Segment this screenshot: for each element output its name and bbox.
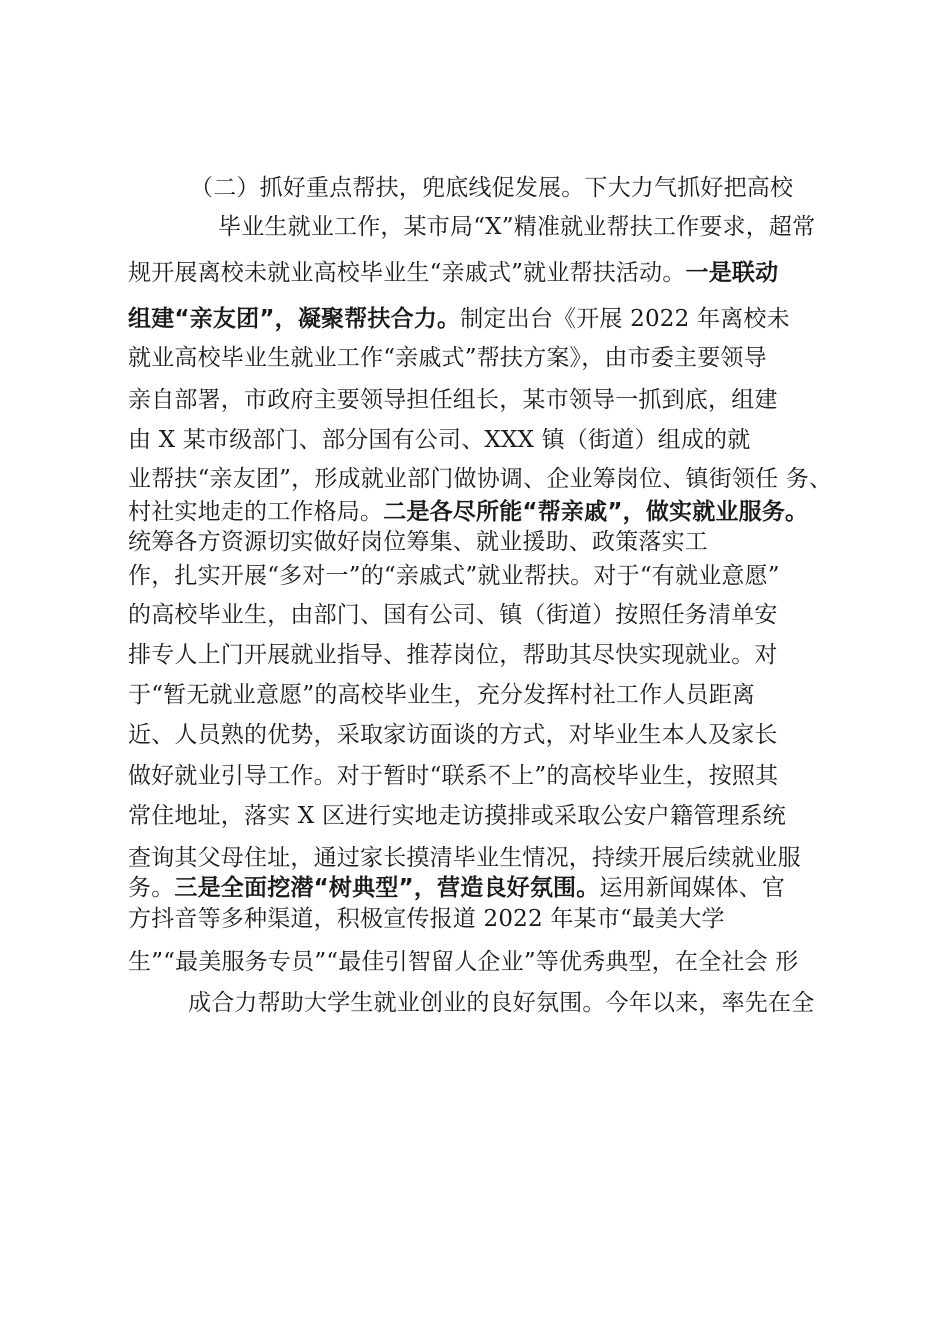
paragraph-line	[188, 988, 814, 1018]
paragraph-line	[128, 680, 755, 710]
paragraph-line	[128, 425, 750, 455]
text-run: 成合力帮助大学生就业创业的良好氛围。今年以来，率先在全	[188, 990, 815, 1016]
paragraph-line	[128, 843, 801, 873]
text-run: 作，扎实开展“多对一”的“亲戚式”就业帮扶。对于“有就业意愿”	[128, 563, 780, 589]
paragraph-line	[218, 212, 815, 242]
paragraph-line	[128, 904, 725, 934]
paragraph-line	[128, 464, 832, 494]
text-run: 就业高校毕业生就业工作“亲戚式”帮扶方案》，由市委主要领导	[128, 345, 767, 371]
paragraph-line	[128, 720, 778, 750]
paragraph-line	[128, 385, 778, 415]
text-run: 于“暂无就业意愿”的高校毕业生，充分发挥村社工作人员距离	[128, 682, 756, 708]
text-run: 排专人上门开展就业指导、推荐岗位，帮助其尽快实现就业。对	[128, 642, 778, 668]
text-run: 常住地址，落实 X 区进行实地走访摸排或采取公安户籍管理系统	[128, 803, 786, 829]
paragraph-line	[128, 304, 790, 334]
text-run: 规开展离校未就业高校毕业生“亲戚式”就业帮扶活动。	[128, 260, 686, 286]
paragraph-line	[128, 258, 778, 288]
paragraph-line	[128, 497, 808, 527]
text-run: 运用新闻媒体、官	[599, 875, 786, 901]
text-run: 村社实地走的工作格局。	[128, 499, 384, 525]
paragraph-line	[128, 947, 799, 977]
text-run: 由 X 某市级部门、部分国有公司、XXX 镇（街道）组成的就	[128, 427, 751, 453]
paragraph-line	[128, 561, 780, 591]
paragraph-line	[128, 527, 708, 557]
text-run: 制定出台《开展 2022 年离校未	[460, 306, 790, 332]
text-run: 生”“最美服务专员”“最佳引智留人企业”等优秀典型，在全社会 形	[128, 949, 799, 975]
text-run: 做好就业引导工作。对于暂时“联系不上”的高校毕业生，按照其	[128, 763, 779, 789]
paragraph-line	[128, 343, 767, 373]
paragraph-line	[128, 640, 778, 670]
paragraph-line	[128, 801, 786, 831]
bold-heading: 二是各尽所能“帮亲戚”，做实就业服务。	[383, 499, 809, 525]
text-run: 近、人员熟的优势，采取家访面谈的方式，对毕业生本人及家长	[128, 722, 778, 748]
bold-heading: 一是联动	[685, 260, 779, 286]
text-run: 的高校毕业生，由部门、国有公司、镇（街道）按照任务清单安	[128, 602, 778, 628]
text-run: 务。	[128, 875, 175, 901]
text-run: 查询其父母住址，通过家长摸清毕业生情况，持续开展后续就业服	[128, 845, 801, 871]
bold-heading: 组建“亲友团”，凝聚帮扶合力。	[128, 306, 461, 332]
text-run: 统筹各方资源切实做好岗位筹集、就业援助、政策落实工	[128, 529, 708, 555]
text-run: 亲自部署，市政府主要领导担任组长，某市领导一抓到底，组建	[128, 387, 778, 413]
text-run: （二）抓好重点帮扶，兜底线促发展。下大力气抓好把高校	[190, 175, 794, 201]
bold-heading: 三是全面挖潜“树典型”，营造良好氛围。	[174, 875, 600, 901]
paragraph-line	[128, 600, 778, 630]
text-run: 业帮扶“亲友团”，形成就业部门做协调、企业筹岗位、镇街领任 务、	[128, 466, 833, 492]
paragraph-line	[190, 173, 793, 203]
text-run: 方抖音等多种渠道，积极宣传报道 2022 年某市“最美大学	[128, 906, 725, 932]
paragraph-line	[128, 761, 778, 791]
text-run: 毕业生就业工作，某市局“X”精准就业帮扶工作要求，超常	[218, 214, 816, 240]
paragraph-line	[128, 873, 785, 903]
